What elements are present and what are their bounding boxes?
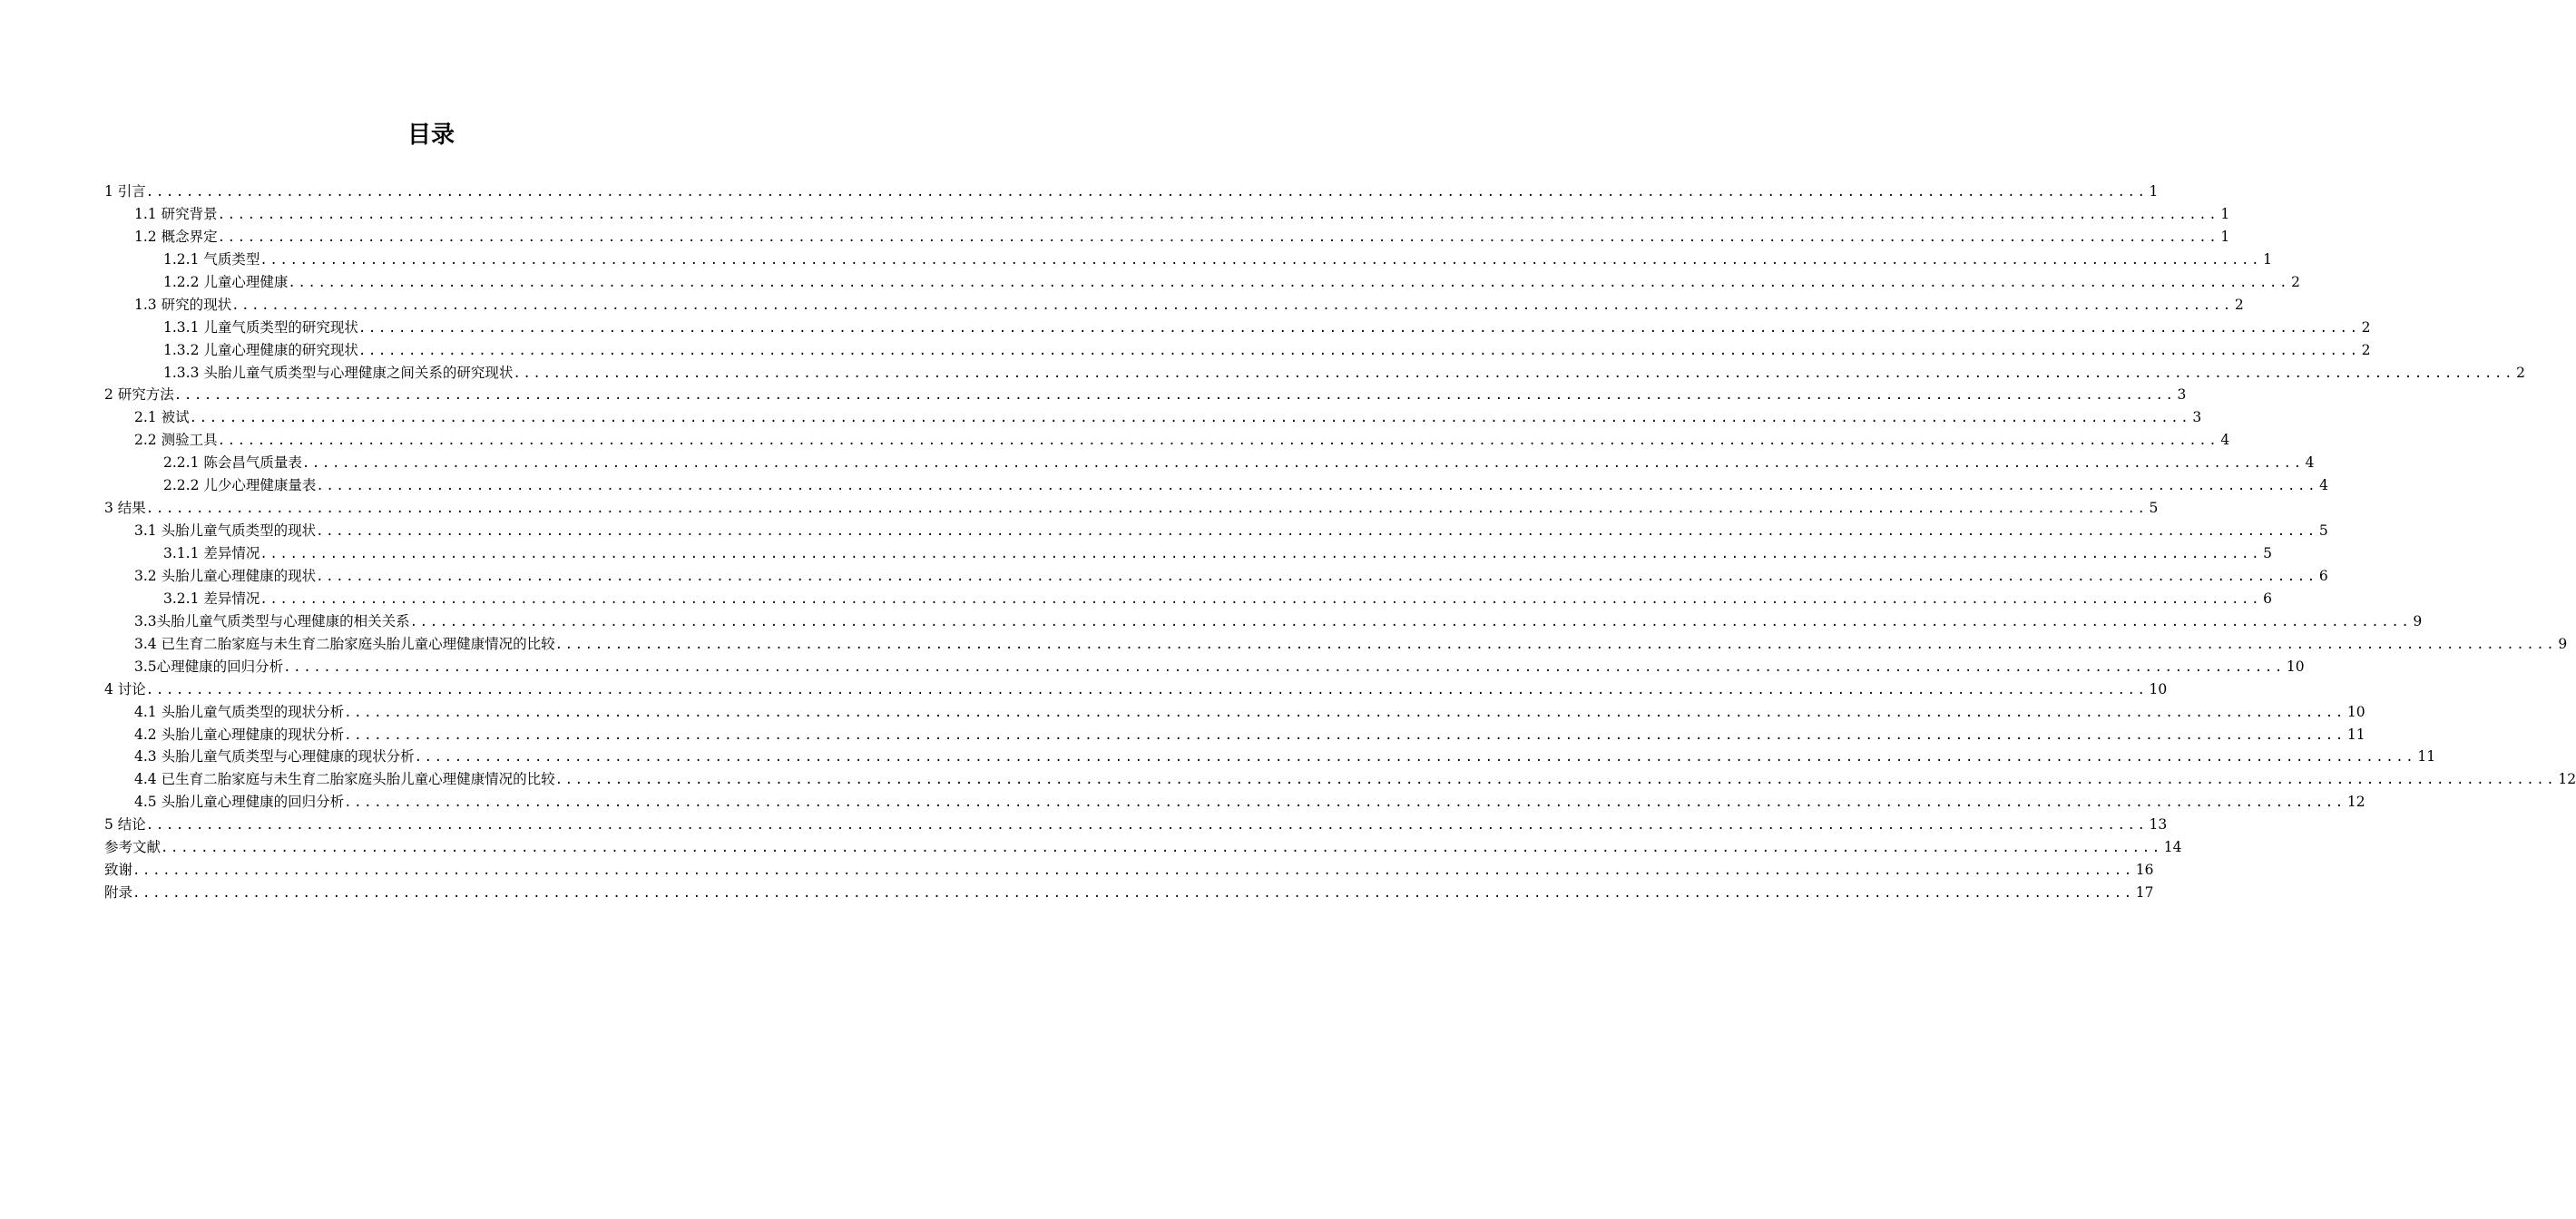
toc-entry-label: 4.5 头胎儿童心理健康的回归分析	[134, 794, 345, 811]
toc-entry[interactable]	[104, 339, 2371, 362]
toc-entry-label: 2.1 被试	[134, 409, 190, 426]
toc-entry[interactable]	[104, 474, 2328, 497]
toc-dot-leader: ........................................................................................................................................................................................................	[316, 569, 2317, 584]
toc-entry[interactable]	[104, 588, 2272, 610]
toc-entry[interactable]	[104, 362, 2525, 385]
toc-dot-leader: ........................................................................................................................................................................................................	[358, 343, 2360, 358]
toc-entry-page: 10	[2149, 680, 2168, 697]
toc-entry[interactable]	[104, 203, 2230, 226]
toc-entry-label: 1 引言	[104, 183, 146, 200]
toc-entry[interactable]	[104, 249, 2272, 271]
toc-entry-label: 1.3.1 儿童气质类型的研究现状	[163, 318, 358, 336]
toc-entry-label: 参考文献	[104, 839, 162, 856]
toc-entry[interactable]	[104, 384, 2187, 406]
toc-entry-label: 1.2.2 儿童心理健康	[163, 273, 289, 290]
toc-entry-page: 17	[2135, 884, 2154, 902]
toc-dot-leader: ........................................................................................................................................................................................................	[145, 682, 2148, 697]
toc-dot-leader: ........................................................................................................................................................................................................	[173, 388, 2176, 404]
toc-entry[interactable]	[104, 791, 2365, 814]
toc-entry[interactable]	[104, 497, 2159, 520]
toc-entry-label: 4.3 头胎儿童气质类型与心理健康的现状分析	[134, 748, 415, 766]
toc-entry-page: 11	[2417, 748, 2436, 766]
toc-entry-label: 1.3 研究的现状	[134, 296, 232, 313]
toc-entry-page: 2	[2234, 296, 2244, 313]
toc-entry[interactable]	[104, 814, 2168, 836]
toc-entry-label: 4.4 已生育二胎家庭与未生育二胎家庭头胎儿童心理健康情况的比较	[134, 771, 555, 788]
toc-dot-leader: ........................................................................................................................................................................................................	[260, 547, 2262, 561]
toc-entry-page: 5	[2263, 545, 2272, 561]
toc-entry[interactable]	[104, 294, 2244, 317]
toc-entry[interactable]	[104, 452, 2315, 474]
toc-dot-leader: ........................................................................................................................................................................................................	[344, 727, 2346, 743]
toc-entry-label: 1.3.2 儿童心理健康的研究现状	[163, 341, 358, 358]
toc-entry-label: 2.2 测验工具	[134, 432, 218, 449]
toc-dot-leader: ........................................................................................................................................................................................................	[132, 886, 2134, 902]
toc-entry-label: 3.1.1 差异情况	[163, 545, 260, 561]
toc-dot-leader: ........................................................................................................................................................................................................	[132, 863, 2134, 879]
toc-entry[interactable]	[104, 565, 2328, 588]
toc-dot-leader: ........................................................................................................................................................................................................	[145, 185, 2148, 200]
toc-entry-page: 2	[2291, 273, 2300, 290]
toc-entry[interactable]	[104, 271, 2300, 294]
toc-entry-label: 3.1 头胎儿童气质类型的现状	[134, 522, 317, 540]
toc-entry-label: 1.2.1 气质类型	[163, 250, 260, 268]
toc-dot-leader: ........................................................................................................................................................................................................	[231, 297, 2233, 313]
toc-entry-page: 14	[2163, 839, 2182, 856]
toc-entry-page: 1	[2220, 228, 2230, 245]
toc-entry[interactable]	[104, 226, 2230, 249]
toc-dot-leader: ........................................................................................................................................................................................................	[145, 502, 2148, 517]
toc-entry[interactable]	[104, 656, 2305, 678]
toc-entry[interactable]	[104, 859, 2154, 882]
toc-entry-page: 12	[2558, 771, 2576, 788]
toc-entry-page: 3	[2177, 386, 2187, 404]
toc-entry-label: 4.1 头胎儿童气质类型的现状分析	[134, 703, 345, 720]
toc-entry-label: 3.2.1 差异情况	[163, 590, 260, 607]
toc-entry-label: 致谢	[104, 862, 133, 879]
toc-entry-label: 4 讨论	[104, 680, 146, 697]
toc-entry-label: 1.2 概念界定	[134, 228, 218, 245]
toc-entry-page: 2	[2361, 318, 2371, 336]
toc-entry[interactable]	[104, 768, 2576, 791]
toc-entry-page: 4	[2319, 477, 2328, 494]
toc-entry[interactable]	[104, 678, 2168, 701]
toc-entry[interactable]	[104, 701, 2365, 724]
toc-entry-page: 9	[2558, 635, 2568, 652]
toc-dot-leader: ........................................................................................................................................................................................................	[316, 524, 2317, 540]
toc-entry-page: 6	[2263, 590, 2272, 607]
toc-dot-leader: ........................................................................................................................................................................................................	[260, 252, 2262, 268]
toc-entry-page: 2	[2516, 364, 2525, 381]
toc-entry-page: 4	[2220, 432, 2230, 449]
toc-dot-leader: ........................................................................................................................................................................................................	[217, 434, 2219, 449]
toc-dot-leader: ........................................................................................................................................................................................................	[316, 479, 2318, 494]
toc-entry-page: 16	[2135, 862, 2154, 879]
toc-dot-leader: ........................................................................................................................................................................................................	[217, 207, 2219, 222]
toc-entry-label: 5 结论	[104, 816, 146, 834]
toc-entry-label: 3.4 已生育二胎家庭与未生育二胎家庭头胎儿童心理健康情况的比较	[134, 635, 555, 652]
toc-dot-leader: ........................................................................................................................................................................................................	[189, 411, 2191, 426]
toc-entry-page: 3	[2192, 409, 2202, 426]
toc-entry[interactable]	[104, 180, 2159, 203]
toc-dot-leader: ........................................................................................................................................................................................................	[217, 229, 2219, 245]
toc-entry[interactable]	[104, 317, 2371, 339]
toc-entry-label: 2.2.2 儿少心理健康量表	[163, 477, 317, 494]
toc-entry-page: 13	[2149, 816, 2168, 834]
toc-entry-label: 3.5心理健康的回归分析	[134, 658, 284, 675]
toc-dot-leader: ........................................................................................................................................................................................................	[513, 366, 2515, 381]
toc-dot-leader: ........................................................................................................................................................................................................	[344, 705, 2346, 720]
toc-title: 目录	[406, 122, 455, 149]
toc-dot-leader: ........................................................................................................................................................................................................	[358, 320, 2360, 336]
toc-dot-leader: ........................................................................................................................................................................................................	[409, 614, 2412, 629]
toc-entry[interactable]	[104, 633, 2568, 656]
toc-entry-page: 5	[2318, 522, 2328, 540]
toc-dot-leader: ........................................................................................................................................................................................................	[288, 275, 2290, 290]
toc-entry-page: 1	[2149, 183, 2159, 200]
toc-entry[interactable]	[104, 746, 2436, 768]
toc-dot-leader: ........................................................................................................................................................................................................	[283, 659, 2285, 675]
toc-entry-page: 1	[2220, 205, 2230, 222]
table-of-contents	[104, 180, 2576, 904]
toc-dot-leader: ........................................................................................................................................................................................................	[260, 591, 2262, 607]
toc-entry-page: 11	[2346, 726, 2365, 743]
toc-entry[interactable]	[104, 610, 2423, 633]
toc-entry-label: 1.3.3 头胎儿童气质类型与心理健康之间关系的研究现状	[163, 364, 514, 381]
toc-entry-page: 6	[2318, 567, 2328, 584]
toc-entry-label: 1.1 研究背景	[134, 205, 218, 222]
toc-entry-page: 5	[2149, 500, 2159, 517]
toc-entry-page: 1	[2263, 250, 2272, 268]
toc-dot-leader: ........................................................................................................................................................................................................	[145, 818, 2148, 834]
toc-entry-label: 附录	[104, 884, 133, 902]
toc-entry-page: 4	[2305, 454, 2315, 472]
toc-entry-page: 10	[2346, 703, 2365, 720]
toc-entry-label: 3 结果	[104, 500, 146, 517]
toc-entry[interactable]	[104, 429, 2230, 452]
toc-entry-page: 9	[2413, 612, 2423, 629]
toc-entry-page: 2	[2361, 341, 2371, 358]
toc-entry[interactable]	[104, 542, 2272, 565]
toc-entry[interactable]	[104, 882, 2154, 904]
toc-entry-page: 12	[2346, 794, 2365, 811]
toc-entry[interactable]	[104, 724, 2365, 746]
toc-entry-label: 2.2.1 陈会昌气质量表	[163, 454, 302, 472]
toc-dot-leader: ........................................................................................................................................................................................................	[301, 456, 2304, 472]
toc-entry[interactable]	[104, 836, 2182, 859]
toc-dot-leader: ........................................................................................................................................................................................................	[161, 841, 2162, 856]
toc-entry[interactable]	[104, 520, 2328, 542]
toc-entry-label: 3.2 头胎儿童心理健康的现状	[134, 567, 317, 584]
toc-dot-leader: ........................................................................................................................................................................................................	[554, 637, 2557, 652]
toc-dot-leader: ........................................................................................................................................................................................................	[414, 750, 2416, 766]
toc-entry-label: 4.2 头胎儿童心理健康的现状分析	[134, 726, 345, 743]
toc-dot-leader: ........................................................................................................................................................................................................	[344, 795, 2346, 811]
toc-entry-label: 3.3头胎儿童气质类型与心理健康的相关关系	[134, 612, 410, 629]
toc-entry-page: 10	[2286, 658, 2305, 675]
toc-entry[interactable]	[104, 406, 2202, 429]
toc-entry-label: 2 研究方法	[104, 386, 174, 404]
toc-dot-leader: ........................................................................................................................................................................................................	[554, 773, 2557, 788]
